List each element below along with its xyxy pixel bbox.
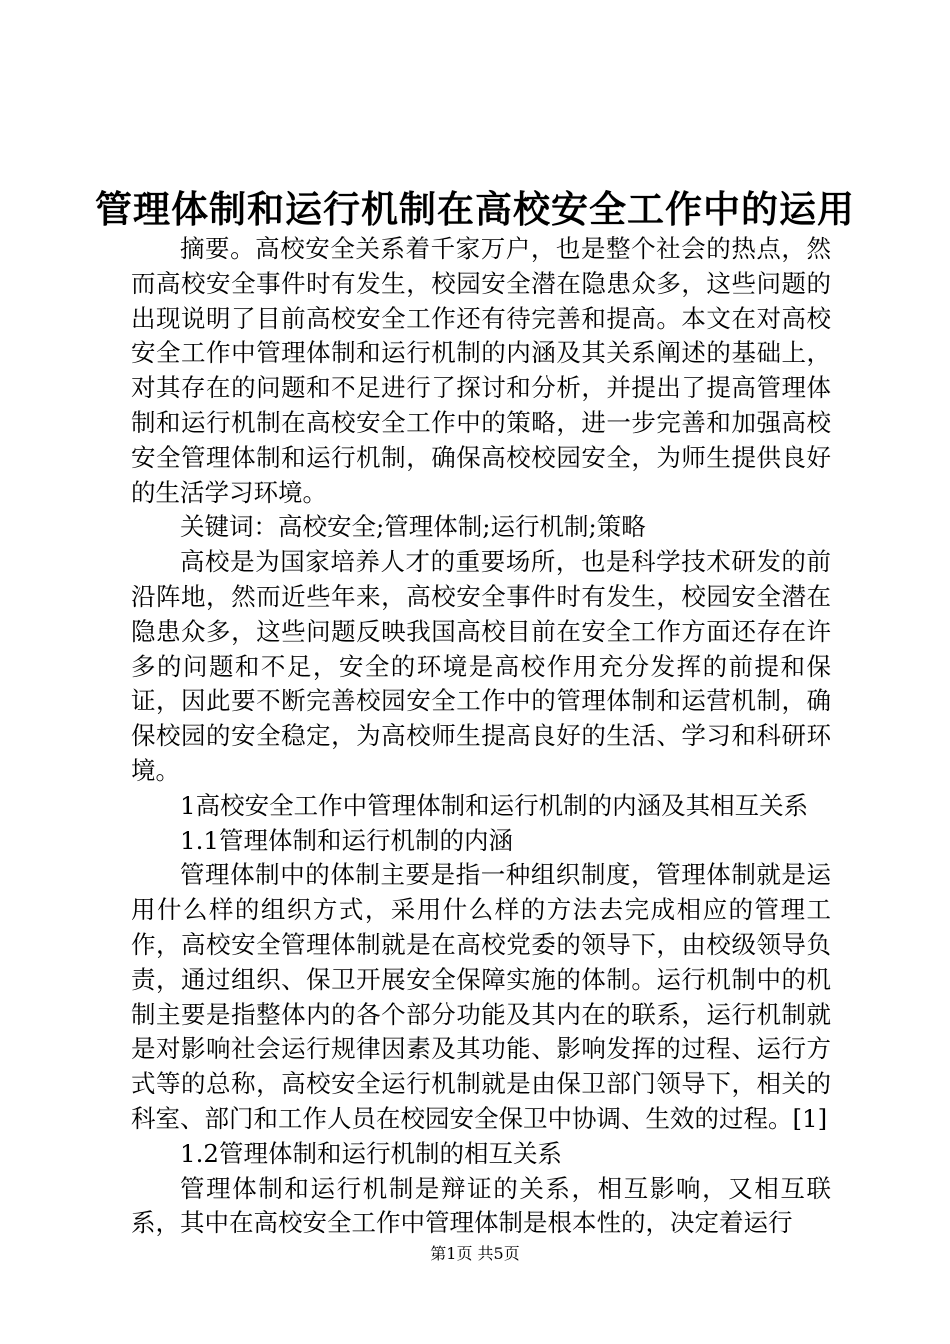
abstract-paragraph: 摘要。高校安全关系着千家万户，也是整个社会的热点，然而高校安全事件时有发生，校园安全潜在隐患众多，这些问题的出现说明了目前高校安全工作还有待完善和提高。本文在对高校安全工作中管理体制和运行机制的内涵及其关系阐述的基础上，对其存在的问题和不足进行了探讨和分析，并提出了提高管理体制和运行机制在高校安全工作中的策略，进一步完善和加强高校安全管理体制和运行机制，确保高校校园安全，为师生提供良好的生活学习环境。 (131, 234, 831, 507)
subsection-heading-1-1: 1.1管理体制和运行机制的内涵 (180, 825, 513, 855)
body-paragraph: 管理体制中的体制主要是指一种组织制度，管理体制就是运用什么样的组织方式，采用什么样的方法去完成相应的管理工作，高校安全管理体制就是在高校党委的领导下，由校级领导负责，通过组织、保卫开展安全保障实施的体制。运行机制中的机制主要是指整体内的各个部分功能及其内在的联系，运行机制就是对影响社会运行规律因素及其功能、影响发挥的过程、运行方式等的总称，高校安全运行机制就是由保卫部门领导下，相关的科室、部门和工作人员在校园安全保卫中协调、生效的过程。[1] (131, 860, 831, 1133)
section-heading-1: 1高校安全工作中管理体制和运行机制的内涵及其相互关系 (180, 790, 809, 820)
document-title: 管理体制和运行机制在高校安全工作中的运用 (95, 187, 855, 231)
body-paragraph: 管理体制和运行机制是辩证的关系，相互影响，又相互联系，其中在高校安全工作中管理体制是根本性的，决定着运行 (131, 1173, 831, 1238)
page-footer: 第1页 共5页 (430, 1244, 520, 1263)
keywords-line: 关键词：高校安全;管理体制;运行机制;策略 (180, 512, 646, 542)
document-body (131, 232, 831, 1241)
intro-paragraph: 高校是为国家培养人才的重要场所，也是科学技术研发的前沿阵地，然而近些年来，高校安全事件时有发生，校园安全潜在隐患众多，这些问题反映我国高校目前在安全工作方面还存在许多的问题和不足，安全的环境是高校作用充分发挥的前提和保证，因此要不断完善校园安全工作中的管理体制和运营机制，确保校园的安全稳定，为高校师生提高良好的生活、学习和科研环境。 (131, 547, 831, 785)
subsection-heading-1-2: 1.2管理体制和运行机制的相互关系 (180, 1138, 562, 1168)
